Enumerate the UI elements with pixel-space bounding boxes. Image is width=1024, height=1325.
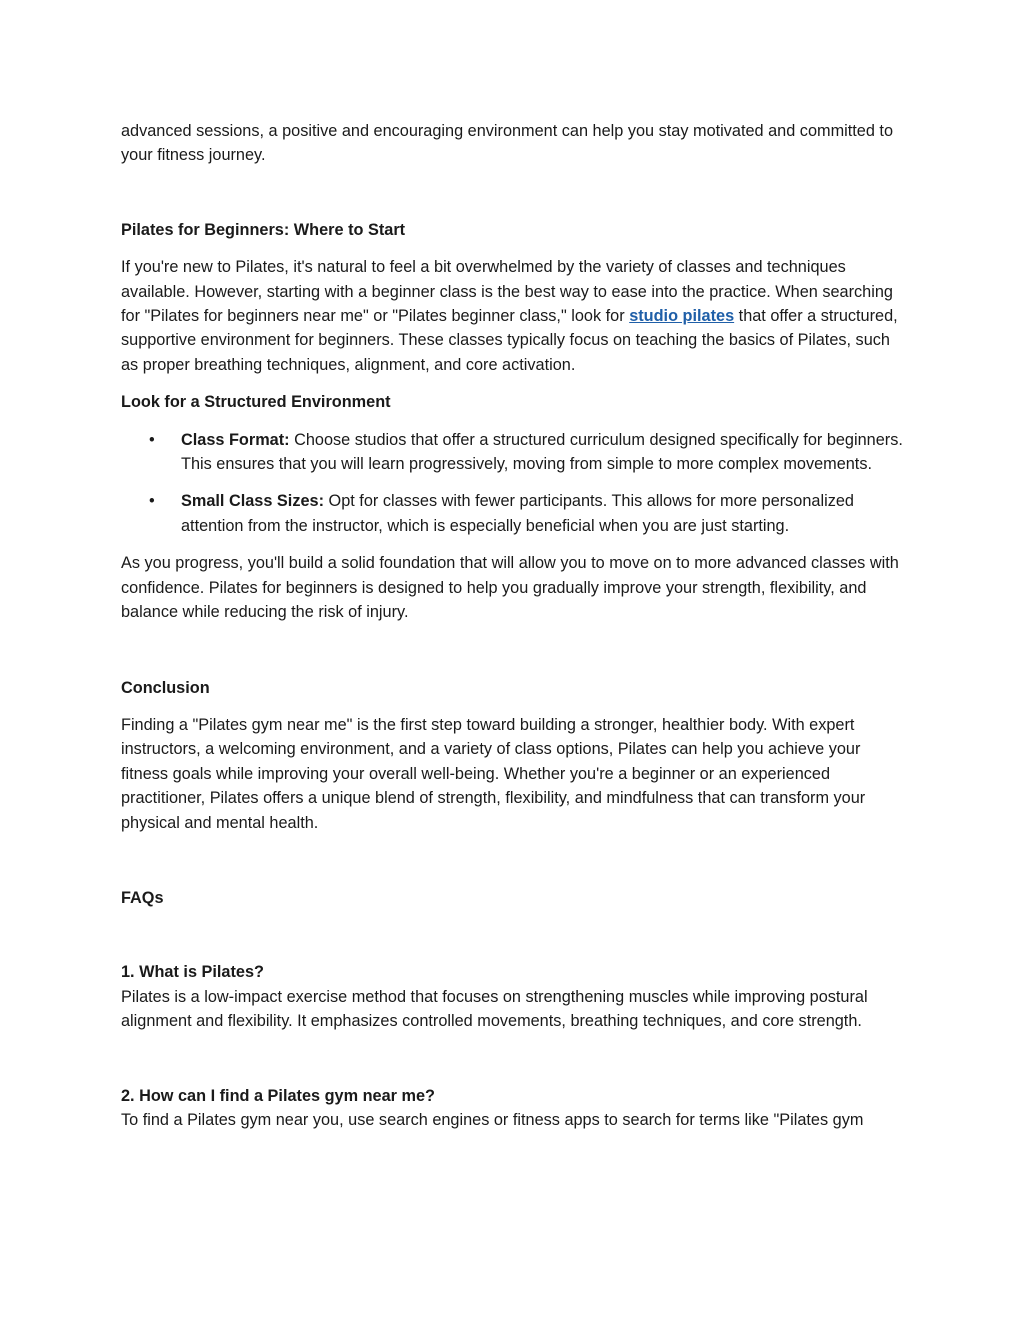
beginners-paragraph <box>121 255 906 377</box>
list-item <box>121 489 906 538</box>
faq-answer: To find a Pilates gym near you, use search engines or fitness apps to search for terms like "Pilates gym <box>121 1110 864 1129</box>
structured-heading: Look for a Structured Environment <box>121 393 391 412</box>
intro-paragraph: advanced sessions, a positive and encouraging environment can help you stay motivated and committed to your fitness journey. <box>121 122 894 165</box>
structured-closing-paragraph: As you progress, you'll build a solid foundation that will allow you to move on to more advanced classes with confidence. Pilates for beginners is designed to help you gradually improve your strength, flexibility, and balance while reducing the risk of injury. <box>121 554 899 622</box>
structured-bullet-list <box>121 428 906 539</box>
faq-question: 2. How can I find a Pilates gym near me? <box>121 1086 435 1105</box>
document-page <box>121 119 906 1132</box>
conclusion-paragraph: Finding a "Pilates gym near me" is the first step toward building a stronger, healthier body. With expert instructors, a welcoming environment, and a variety of class options, Pilates can help you achieve your fitness goals while improving your overall well-being. Whether you're a beginner or an experienced practitioner, Pilates offers a unique blend of strength, flexibility, and mindfulness that can transform your physical and mental health. <box>121 715 866 832</box>
bullet-label: Class Format: <box>181 430 290 449</box>
bullet-label: Small Class Sizes: <box>181 492 324 511</box>
beginners-heading: Pilates for Beginners: Where to Start <box>121 220 406 239</box>
faq-answer: Pilates is a low-impact exercise method that focuses on strengthening muscles while improving postural alignment and flexibility. It emphasizes controlled movements, breathing techniques, and core strength. <box>121 987 868 1031</box>
studio-pilates-link[interactable]: studio pilates <box>629 307 735 326</box>
conclusion-heading: Conclusion <box>121 678 210 697</box>
beginners-text-after: that offer a structured, supportive environment for beginners. These classes typically focus on teaching the basics of Pilates, such as proper breathing techniques, alignment, and core activation. <box>121 307 898 374</box>
faq-question: 1. What is Pilates? <box>121 963 264 982</box>
bullet-text: Opt for classes with fewer participants. This allows for more personalized attention from the instructor, which is especially beneficial when you are just starting. <box>181 492 854 535</box>
bullet-text: Choose studios that offer a structured curriculum designed specifically for beginners. This ensures that you will learn progressively, moving from simple to more complex movements. <box>181 430 903 474</box>
bullet-dot-icon: • <box>149 430 155 449</box>
beginners-text-before: If you're new to Pilates, it's natural to feel a bit overwhelmed by the variety of classes and techniques available. However, starting with a beginner class is the best way to ease into the practice. When searching for "Pilates for beginners near me" or "Pilates beginner class," look for <box>121 258 893 326</box>
faqs-heading: FAQs <box>121 888 164 907</box>
bullet-dot-icon: • <box>149 492 155 511</box>
list-item <box>121 428 906 477</box>
